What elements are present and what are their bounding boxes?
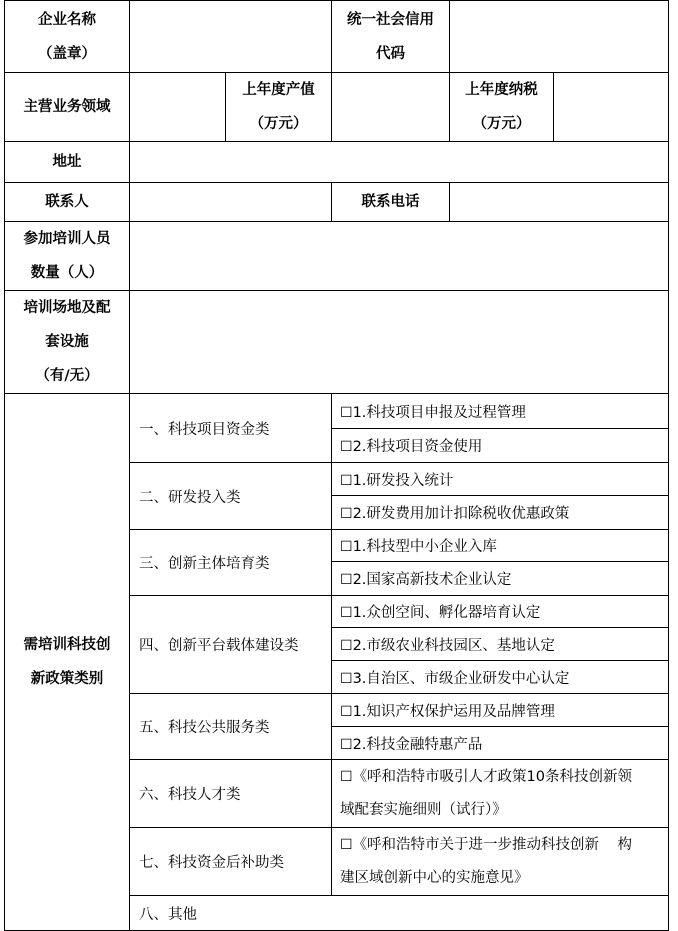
checkbox-icon[interactable]: ☐ xyxy=(340,605,353,621)
company-name-label: 企业名称 （盖章） xyxy=(5,1,130,73)
option-5-1[interactable]: ☐1.知识产权保护运用及品牌管理 xyxy=(332,694,669,727)
trainees-label: 参加培训人员 数量（人） xyxy=(5,222,130,291)
contact-input[interactable] xyxy=(130,183,332,222)
category-2: 二、研发投入类 xyxy=(130,463,332,530)
option-4-1[interactable]: ☐1.众创空间、孵化器培育认定 xyxy=(332,596,669,628)
category-6: 六、科技人才类 xyxy=(130,760,332,828)
option-7-1[interactable]: ☐《呼和浩特市关于进一步推动科技创新 构 建区域创新中心的实施意见》 xyxy=(332,828,669,896)
phone-input[interactable] xyxy=(450,183,669,222)
checkbox-icon[interactable]: ☐ xyxy=(340,439,353,455)
output-value-input[interactable] xyxy=(332,73,450,142)
category-7: 七、科技资金后补助类 xyxy=(130,828,332,896)
venue-label: 培训场地及配 套设施 （有/无） xyxy=(5,291,130,394)
option-6-1[interactable]: ☐《呼和浩特市吸引人才政策10条科技创新领 域配套实施细则（试行）》 xyxy=(332,760,669,828)
option-2-1[interactable]: ☐1.研发投入统计 xyxy=(332,463,669,496)
tax-input[interactable] xyxy=(554,73,669,142)
checkbox-icon[interactable]: ☐ xyxy=(340,637,353,654)
contact-label: 联系人 xyxy=(5,183,130,222)
trainees-input[interactable] xyxy=(130,222,669,291)
option-4-2[interactable]: ☐2.市级农业科技园区、基地认定 xyxy=(332,628,669,661)
credit-code-input[interactable] xyxy=(450,1,669,73)
option-2-2[interactable]: ☐2.研发费用加计扣除税收优惠政策 xyxy=(332,496,669,530)
checkbox-icon[interactable]: ☐ xyxy=(340,837,353,853)
phone-label: 联系电话 xyxy=(332,183,450,222)
checkbox-icon[interactable]: ☐ xyxy=(340,769,353,785)
category-4: 四、创新平台载体建设类 xyxy=(130,596,332,694)
checkbox-icon[interactable]: ☐ xyxy=(340,539,353,555)
address-input[interactable] xyxy=(130,142,669,183)
policy-category-label: 需培训科技创 新政策类别 xyxy=(5,394,130,931)
option-1-1[interactable]: ☐1.科技项目申报及过程管理 xyxy=(332,394,669,429)
option-1-2[interactable]: ☐2.科技项目资金使用 xyxy=(332,429,669,463)
category-8: 八、其他 xyxy=(130,896,669,931)
category-3: 三、创新主体培育类 xyxy=(130,530,332,596)
checkbox-icon[interactable]: ☐ xyxy=(340,572,353,588)
main-business-label: 主营业务领域 xyxy=(5,73,130,142)
option-4-3[interactable]: ☐3.自治区、市级企业研发中心认定 xyxy=(332,661,669,694)
credit-code-label: 统一社会信用 代码 xyxy=(332,1,450,73)
checkbox-icon[interactable]: ☐ xyxy=(340,506,353,522)
option-3-2[interactable]: ☐2.国家高新技术企业认定 xyxy=(332,562,669,596)
address-label: 地址 xyxy=(5,142,130,183)
training-application-form xyxy=(4,0,669,931)
checkbox-icon[interactable]: ☐ xyxy=(340,472,353,489)
category-1: 一、科技项目资金类 xyxy=(130,394,332,463)
category-5: 五、科技公共服务类 xyxy=(130,694,332,760)
checkbox-icon[interactable]: ☐ xyxy=(340,404,353,421)
main-business-input[interactable] xyxy=(130,73,226,142)
checkbox-icon[interactable]: ☐ xyxy=(340,670,353,687)
checkbox-icon[interactable]: ☐ xyxy=(340,736,353,753)
venue-input[interactable] xyxy=(130,291,669,394)
option-5-2[interactable]: ☐2.科技金融特惠产品 xyxy=(332,727,669,760)
company-name-input[interactable] xyxy=(130,1,332,73)
option-3-1[interactable]: ☐1.科技型中小企业入库 xyxy=(332,530,669,562)
output-value-label: 上年度产值 （万元） xyxy=(226,73,332,142)
tax-label: 上年度纳税 （万元） xyxy=(450,73,554,142)
checkbox-icon[interactable]: ☐ xyxy=(340,703,353,720)
